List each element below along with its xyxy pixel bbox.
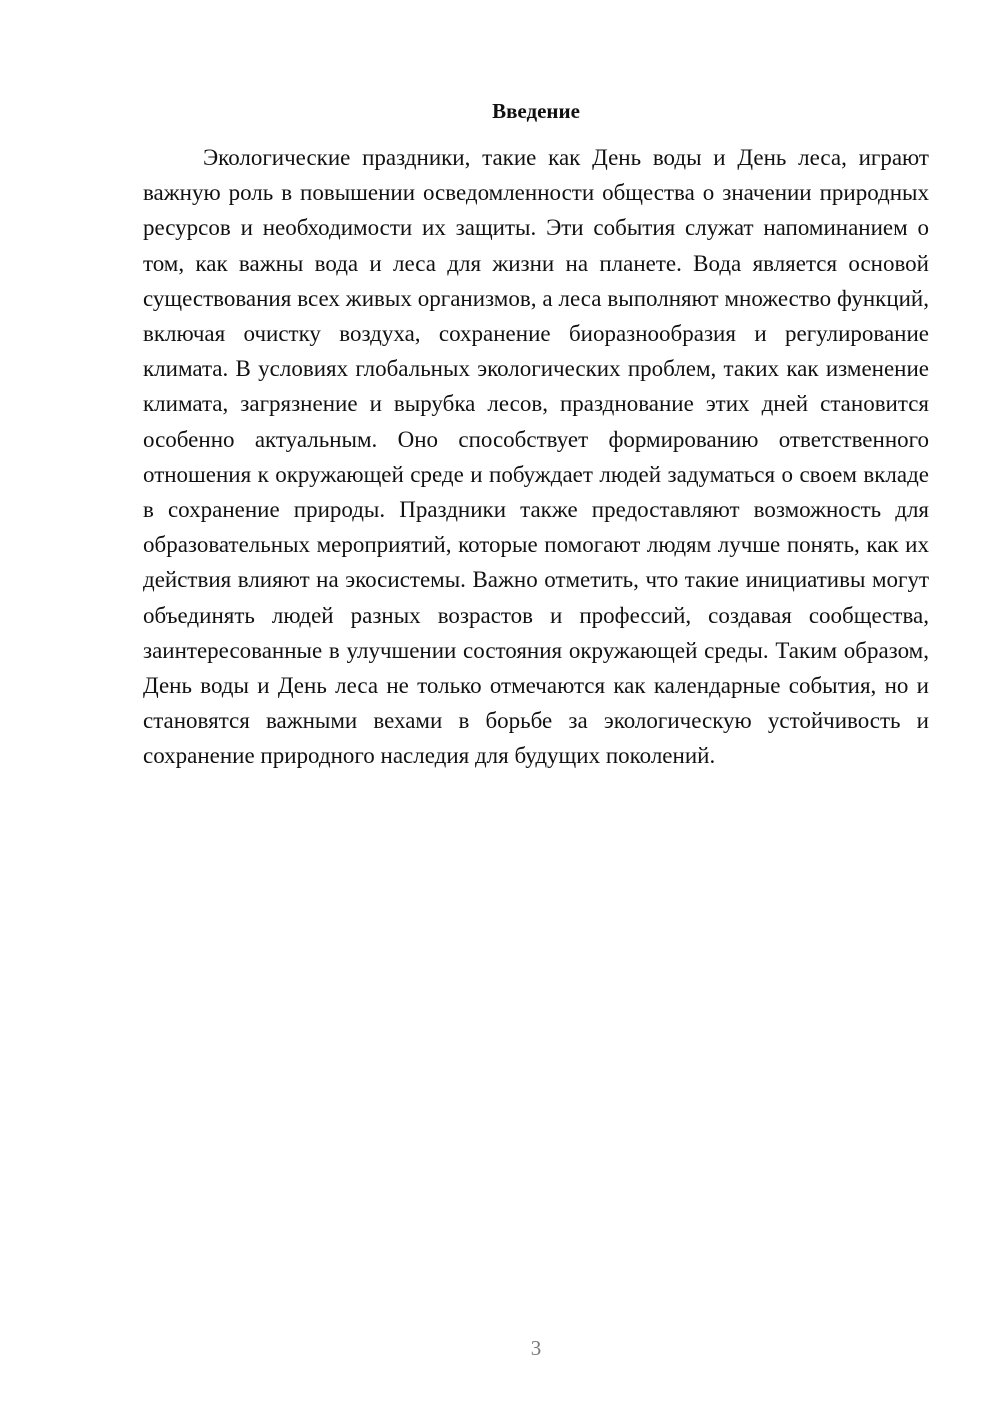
- body-paragraph: Экологические праздники, такие как День воды и День леса, играют важную роль в повышении осведомленности общества о значении природных ресурсов и необходимости их защиты. Эти события служат напоминанием о том, как важны вода и леса для жизни на планете. Вода является основой существования всех живых организмов, а леса выполняют множество функций, включая очистку воздуха, сохранение биоразнообразия и регулирование климата. В условиях глобальных экологических проблем, таких как изменение климата, загрязнение и вырубка лесов, празднование этих дней становится особенно актуальным. Оно способствует формированию ответственного отношения к окружающей среде и побуждает людей задуматься о своем вкладе в сохранение природы. Праздники также предоставляют возможность для образовательных мероприятий, которые помогают людям лучше понять, как их действия влияют на экосистемы. Важно отметить, что такие инициативы могут объединять людей разных возрастов и профессий, создавая сообщества, заинтересованные в улучшении состояния окружающей среды. Таким образом, День воды и День леса не только отмечаются как календарные события, но и становятся важными вехами в борьбе за экологическую устойчивость и сохранение природного наследия для будущих поколений.: [143, 145, 929, 769]
- page-number: 3: [530, 1336, 542, 1360]
- section-heading: Введение: [492, 99, 580, 123]
